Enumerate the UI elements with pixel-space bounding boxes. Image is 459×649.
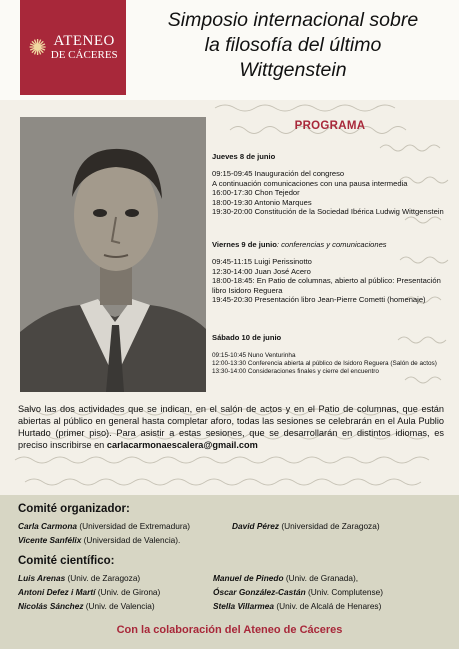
committee-member: [213, 573, 358, 583]
title-line: Simposio internacional sobre: [167, 9, 419, 31]
member-name: Carla Carmona: [18, 521, 78, 531]
programme-day-3: [212, 333, 452, 376]
programme-item: 19:30-20:00 Constitución de la Sociedad Ibérica Ludwig Wittgenstein: [212, 207, 444, 217]
member-affiliation: (Universidad de Extremadura): [77, 521, 191, 531]
programme-item: 18:00-18:45: En Patio de columnas, abierto al público: Presentación libro Isidoro Reguera: [212, 276, 441, 295]
programme-item: 09:45-11:15 Luigi Perissinotto: [212, 257, 312, 267]
committee-member: [18, 521, 190, 531]
committee-member: [18, 573, 140, 583]
committee-member: [18, 587, 160, 597]
member-affiliation: (Univ. de Granada),: [283, 573, 359, 583]
member-name: Manuel de Pinedo: [213, 573, 284, 583]
day-subtitle: : conferencias y comunicaciones: [276, 240, 387, 249]
member-name: Vicente Sanfélix: [18, 535, 82, 545]
programme-day-2: [212, 240, 452, 305]
programme-item: 12:30-14:00 Juan José Acero: [212, 266, 311, 276]
logo-line-2: DE CÁCERES: [50, 48, 118, 61]
logo-line-1: ATENEO: [53, 32, 115, 49]
collaboration-credit: Con la colaboración del Ateneo de Cáceres: [116, 624, 343, 636]
committee-member: [213, 587, 383, 597]
programme-day-1: [212, 152, 452, 217]
day-heading: Sábado 10 de junio: [212, 333, 282, 342]
wittgenstein-portrait: [20, 117, 206, 392]
member-name: Antoni Defez i Martí: [18, 587, 96, 597]
member-affiliation: (Univ. de Alcalá de Henares): [274, 601, 382, 611]
programme-item: 09:15-10:45 Nuno Venturinha: [212, 351, 296, 359]
day-heading: [212, 240, 452, 249]
programme-item: 19:45-20:30 Presentación libro Jean-Pierre Cometti (homenaje): [212, 295, 426, 305]
member-affiliation: (Univ. de Girona): [95, 587, 161, 597]
info-text: Salvo las dos actividades que se indican, en el salón de actos y en el Patio de columnas, que están abiertas al público en general hasta completar aforo, todas las sesiones se celebrarán en el Aula Publio Hurtado (primer piso). Para asistir a estas sesiones, que se desarrollarán en distintos idiomas, es preciso inscribirse en: [18, 404, 444, 451]
logo-text: [51, 34, 118, 61]
portrait-icon: [20, 117, 206, 392]
sun-emblem-icon: ✺: [28, 34, 47, 60]
day-heading-text: Viernes 9 de junio: [212, 240, 277, 249]
member-affiliation: (Univ. Complutense): [305, 587, 383, 597]
title-line: Wittgenstein: [239, 58, 347, 81]
programme-item: 18:00-19:30 Antonio Marques: [212, 197, 312, 207]
registration-email-link[interactable]: carlacarmonaescalera@gmail.com: [106, 440, 258, 451]
member-name: Nicolás Sánchez: [18, 601, 84, 611]
member-affiliation: (Universidad de Valencia).: [81, 535, 181, 545]
committee-member: [18, 535, 180, 545]
title-line: la filosofía del último: [204, 33, 382, 56]
organizing-committee-heading: Comité organizador:: [18, 503, 130, 515]
programme-item: 16:00-17:30 Chon Tejedor: [212, 188, 300, 198]
programme-item: 12:00-13:30 Conferencia abierta al público de Isidoro Reguera (Salón de actos): [212, 359, 437, 367]
programme-item: 09:15-09:45 Inauguración del congreso: [212, 169, 345, 179]
attendance-info: [18, 403, 444, 452]
member-name: David Pérez: [232, 521, 280, 531]
member-name: Óscar González-Castán: [213, 587, 306, 597]
programa-heading: PROGRAMA: [294, 120, 366, 132]
member-name: Luis Arenas: [18, 573, 66, 583]
symposium-title: [138, 8, 448, 83]
programme-item: A continuación comunicaciones con una pausa intermedia: [212, 178, 408, 188]
member-name: Stella Villarmea: [213, 601, 275, 611]
member-affiliation: (Universidad de Zaragoza): [279, 521, 380, 531]
committee-member: [232, 521, 380, 531]
day-heading: Jueves 8 de junio: [212, 152, 276, 161]
ateneo-logo: [20, 0, 126, 95]
committee-member: [18, 601, 155, 611]
member-affiliation: (Univ. de Zaragoza): [65, 573, 141, 583]
committee-member: [213, 601, 381, 611]
member-affiliation: (Univ. de Valencia): [83, 601, 155, 611]
scientific-committee-heading: Comité científico:: [18, 555, 115, 567]
programme-item: 13:30-14:00 Consideraciones finales y cierre del encuentro: [212, 367, 379, 375]
